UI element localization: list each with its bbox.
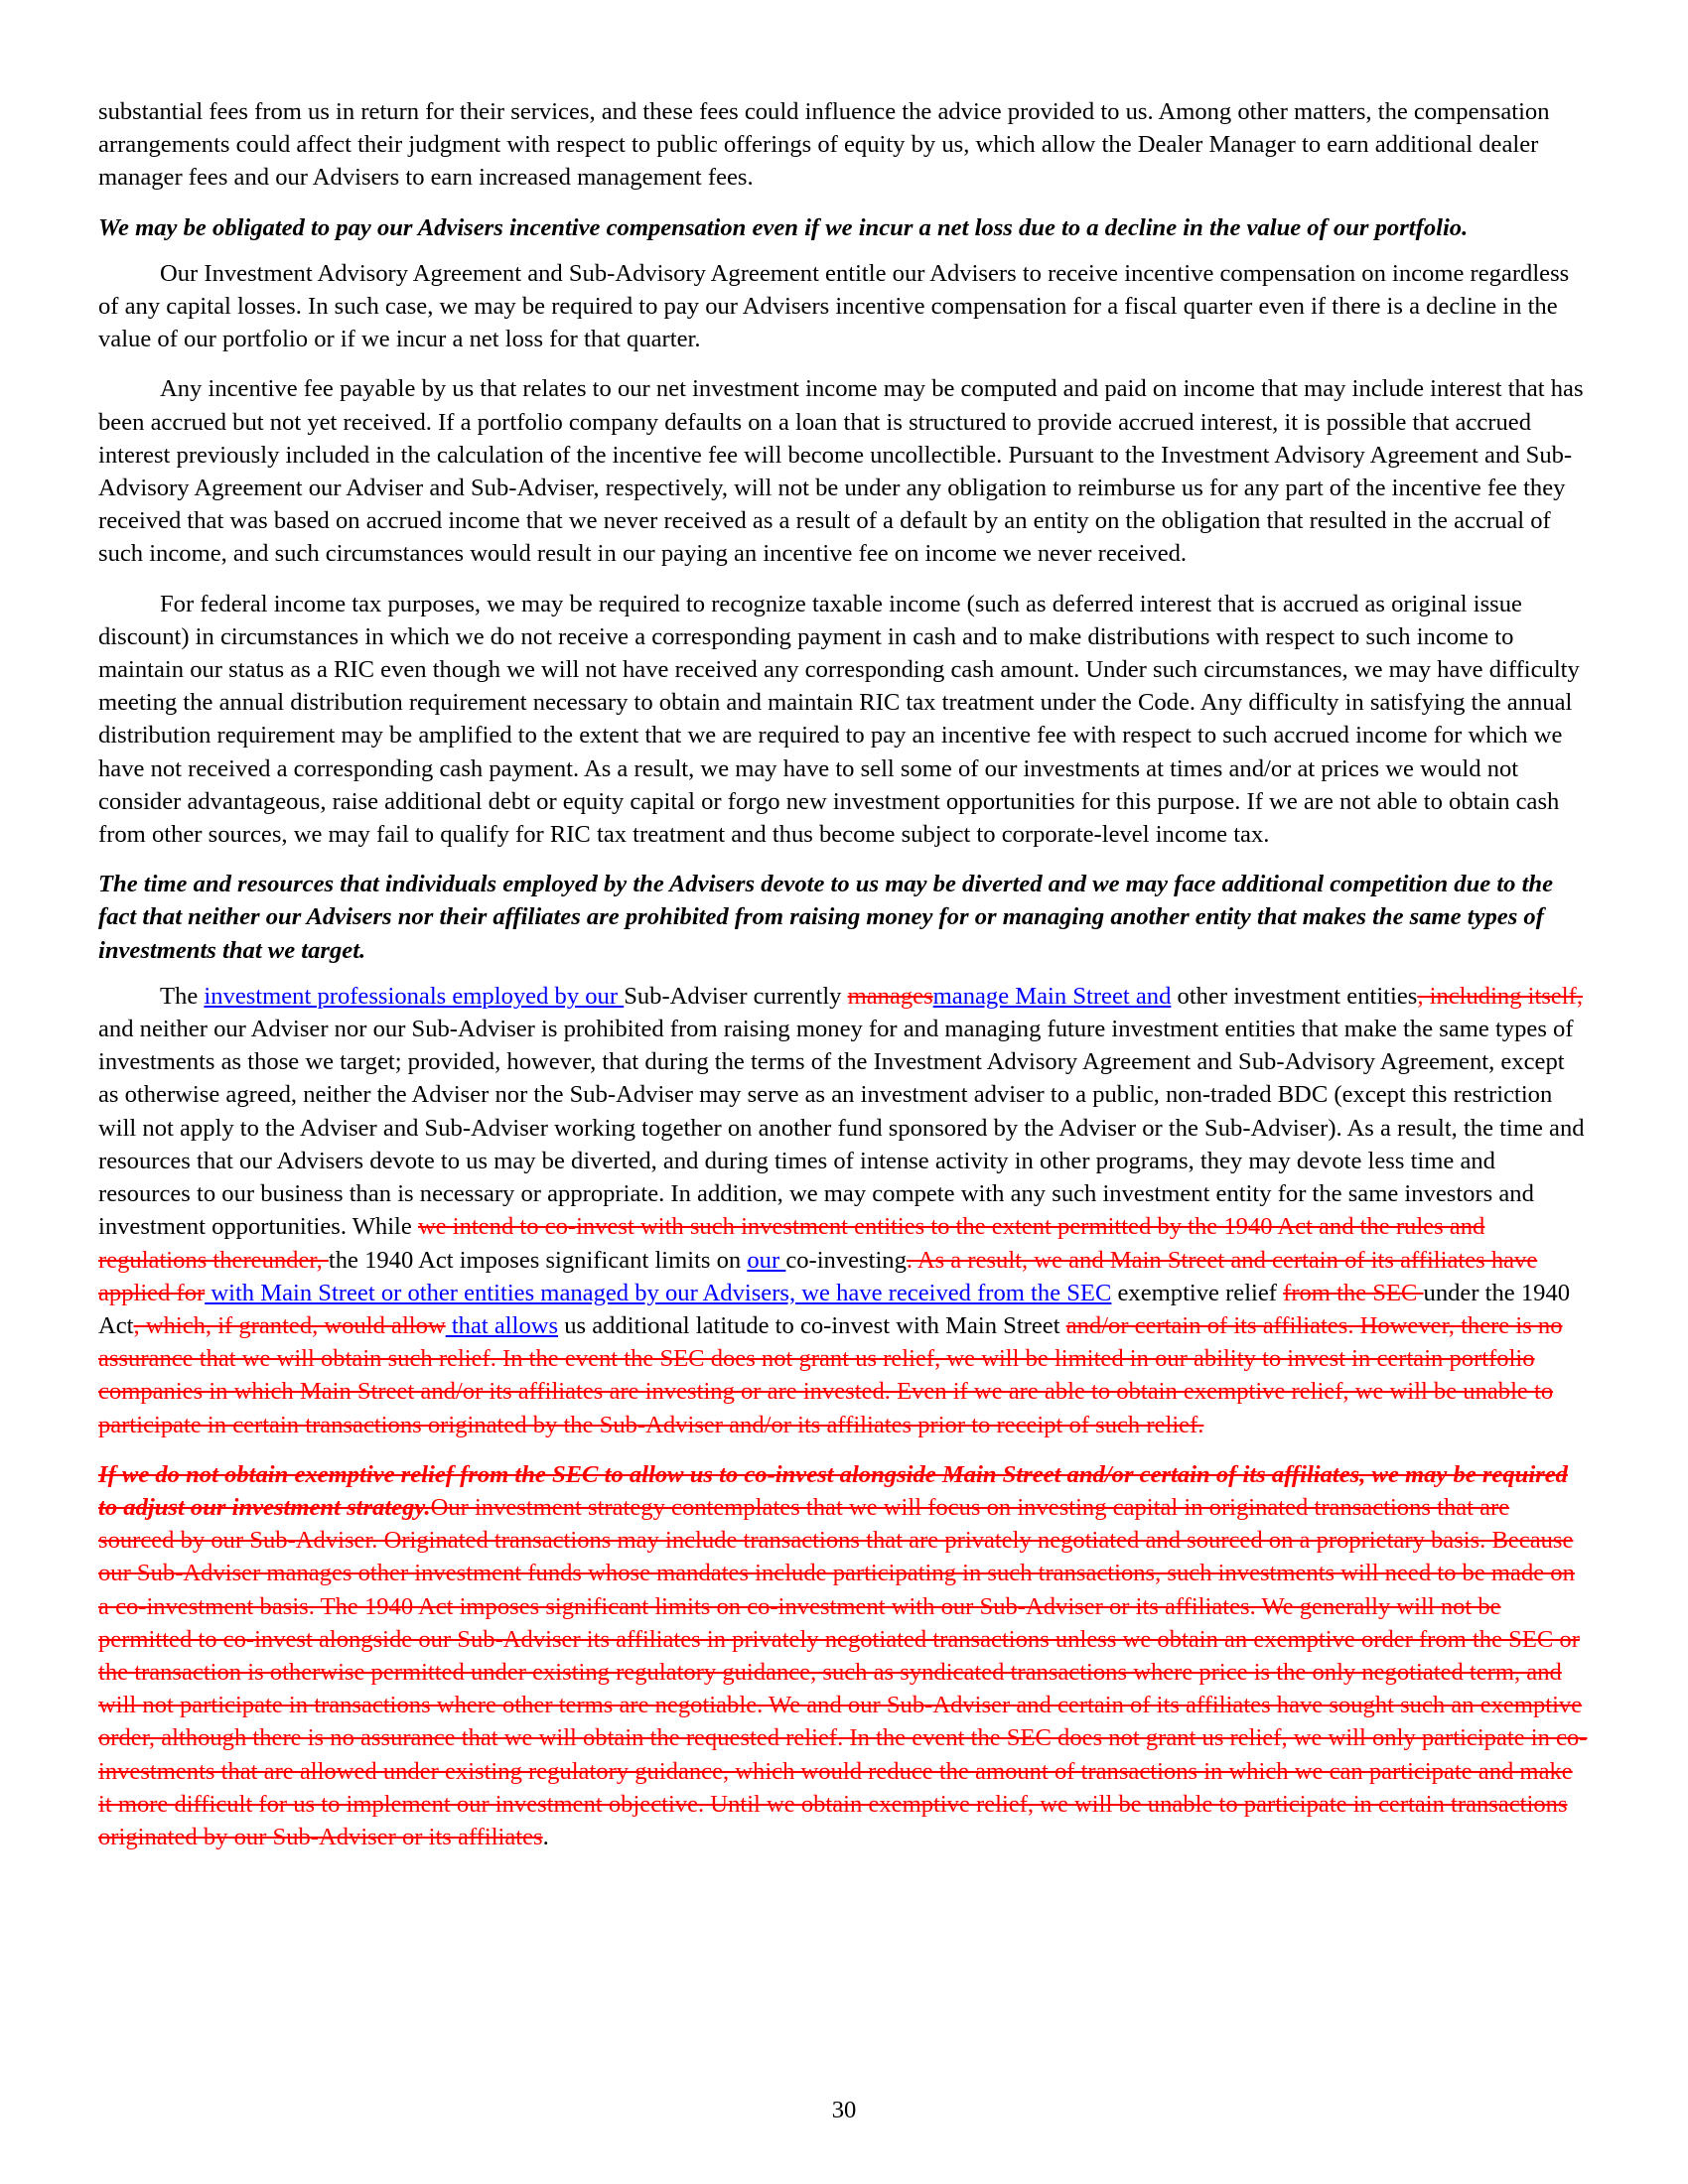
- deleted-text: , which, if granted, would allow: [133, 1311, 446, 1339]
- paragraph-time-and-resources-redline: [98, 980, 1590, 1441]
- deleted-text: and/or certain of its affiliates. However, there is no assurance that we will obtain such relief. In the event the SEC does not grant us relief, we will be limited in our ability to invest in certain portfolio companies in which Main Street and/or its affiliates are investing or are invested. Even if we are able to obtain exemptive relief, we will be unable to participate in certain transactions originated by the Sub-Adviser and/or its affiliates prior to receipt of such relief.: [98, 1311, 1563, 1438]
- text-run: co-investing: [785, 1246, 907, 1274]
- text-run: The: [160, 982, 205, 1010]
- deleted-text: we intend to co-invest with such investment entities to the extent permitted by the 1940 Act and the rules and regulations thereunder,: [98, 1213, 1485, 1274]
- deleted-text: . As a result, we and Main Street and certain of its affiliates have applied for: [98, 1246, 1538, 1306]
- inserted-text: with Main Street or other entities managed by our Advisers, we have received from the SEC: [205, 1279, 1112, 1306]
- paragraph-accrued-income: Any incentive fee payable by us that relates to our net investment income may be computed and paid on income that may include interest that has been accrued but not yet received. If a portfolio company defaults on a loan that is structured to provide accrued interest, it is possible that accrued interest previously included in the calculation of the incentive fee will become uncollectible. Pursuant to the Investment Advisory Agreement and Sub-Advisory Agreement our Adviser and Sub-Adviser, respectively, will not be under any obligation to reimburse us for any part of the incentive fee they received that was based on accrued income that we never received as a result of a default by an entity on the obligation that resulted in the accrual of such income, and such circumstances would result in our paying an incentive fee on income we never received.: [98, 375, 1584, 568]
- deleted-text: Our investment strategy contemplates that we will focus on investing capital in originated transactions that are sourced by our Sub-Adviser. Originated transactions may include transactions that are privately negotiated and sourced on a proprietary basis. Because our Sub-Adviser manages other investment funds whose mandates include participating in such transactions, such investments will need to be made on a co-investment basis. The 1940 Act imposes significant limits on co-investment with our Sub-Adviser or its affiliates. We generally will not be permitted to co-invest alongside our Sub-Adviser its affiliates in privately negotiated transactions unless we obtain an exemptive order from the SEC or the transaction is otherwise permitted under existing regulatory guidance, such as syndicated transactions where price is the only negotiated term, and will not participate in transactions where other terms are negotiable. We and our Sub-Adviser and certain of its affiliates have sought such an exemptive order, although there is no assurance that we will obtain the requested relief. In the event the SEC does not grant us relief, we will only participate in co-investments that are allowed under existing regulatory guidance, which would reduce the amount of transactions in which we can participate and make it more difficult for us to implement our investment objective. Until we obtain exemptive relief, we will be unable to participate in certain transactions originated by our Sub-Adviser or its affiliates: [98, 1493, 1588, 1850]
- paragraph-federal-income-tax: For federal income tax purposes, we may be required to recognize taxable income (such as deferred interest that is accrued as original issue discount) in circumstances in which we do not receive a corresponding payment in cash and to make distributions with respect to such income to maintain our status as a RIC even though we will not have received any corresponding cash amount. Under such circumstances, we may have difficulty meeting the annual distribution requirement necessary to obtain and maintain RIC tax treatment under the Code. Any difficulty in satisfying the annual distribution requirement may be amplified to the extent that we are required to pay an incentive fee with respect to such accrued income for which we have not received a corresponding cash payment. As a result, we may have to sell some of our investments at times and/or at prices we would not consider advantageous, raise additional debt or equity capital or forgo new investment opportunities for this purpose. If we are not able to obtain cash from other sources, we may fail to qualify for RIC tax treatment and thus become subject to corporate-level income tax.: [98, 590, 1580, 849]
- text-run: exemptive relief: [1111, 1279, 1284, 1306]
- paragraph-fees-continued: substantial fees from us in return for their services, and these fees could influence the advice provided to us. Among other matters, the compensation arrangements could affect their judgment with respect to public offerings of equity by us, which allow the Dealer Manager to earn additional dealer manager fees and our Advisers to earn increased management fees.: [98, 98, 1550, 192]
- text-run: under the 1940 Act: [98, 1279, 1571, 1339]
- inserted-text: our: [747, 1246, 786, 1274]
- text-run: Sub-Adviser currently: [624, 982, 848, 1010]
- page-number: 30: [831, 2097, 857, 2123]
- text-run: us additional latitude to co-invest with Main Street: [558, 1311, 1066, 1339]
- text-run: other investment entities: [1171, 982, 1418, 1010]
- text-run: .: [542, 1823, 549, 1850]
- risk-heading-time-and-resources: The time and resources that individuals employed by the Advisers devote to us may be diverted and we may face additional competition due to the fact that neither our Advisers nor their affiliates are prohibited from raising money for or managing another entity that makes the same types of investments that we target.: [98, 871, 1554, 964]
- document-body: [98, 95, 1590, 1870]
- inserted-text: manage Main Street and: [932, 982, 1172, 1010]
- text-run: and neither our Adviser nor our Sub-Adviser is prohibited from raising money for and managing future investment entities that make the same types of investments as those we target; provided, however, that during the terms of the Investment Advisory Agreement and Sub-Advisory Agreement, except as otherwise agreed, neither the Adviser nor the Sub-Adviser may serve as an investment adviser to a public, non-traded BDC (except this restriction will not apply to the Adviser and Sub-Adviser working together on another fund sponsored by the Adviser or the Sub-Adviser). As a result, the time and resources that our Advisers devote to us may be diverted, and during times of intense activity in other programs, they may devote less time and resources to our business than is necessary or appropriate. In addition, we may compete with any such investment entity for the same investors and investment opportunities. While: [98, 1016, 1585, 1241]
- risk-heading-incentive-compensation: We may be obligated to pay our Advisers incentive compensation even if we incur a net loss due to a decline in the value of our portfolio.: [98, 213, 1469, 241]
- deleted-text: from the SEC: [1283, 1279, 1424, 1306]
- deleted-text: , including itself,: [1417, 982, 1583, 1010]
- inserted-text: investment professionals employed by our: [204, 982, 625, 1010]
- inserted-text: that allows: [445, 1311, 559, 1339]
- text-run: the 1940 Act imposes significant limits on: [328, 1246, 748, 1274]
- paragraph-incentive-compensation: Our Investment Advisory Agreement and Sub-Advisory Agreement entitle our Advisers to receive incentive compensation on income regardless of any capital losses. In such case, we may be required to pay our Advisers incentive compensation for a fiscal quarter even if there is a decline in the value of our portfolio or if we incur a net loss for that quarter.: [98, 259, 1570, 353]
- deleted-risk-heading: If we do not obtain exemptive relief from the SEC to allow us to co-invest alongside Main Street and/or certain of its affiliates, we may be required to adjust our investment strategy.: [98, 1460, 1568, 1521]
- deleted-text: manages: [847, 982, 933, 1010]
- paragraph-exemptive-relief-deleted: [98, 1458, 1590, 1853]
